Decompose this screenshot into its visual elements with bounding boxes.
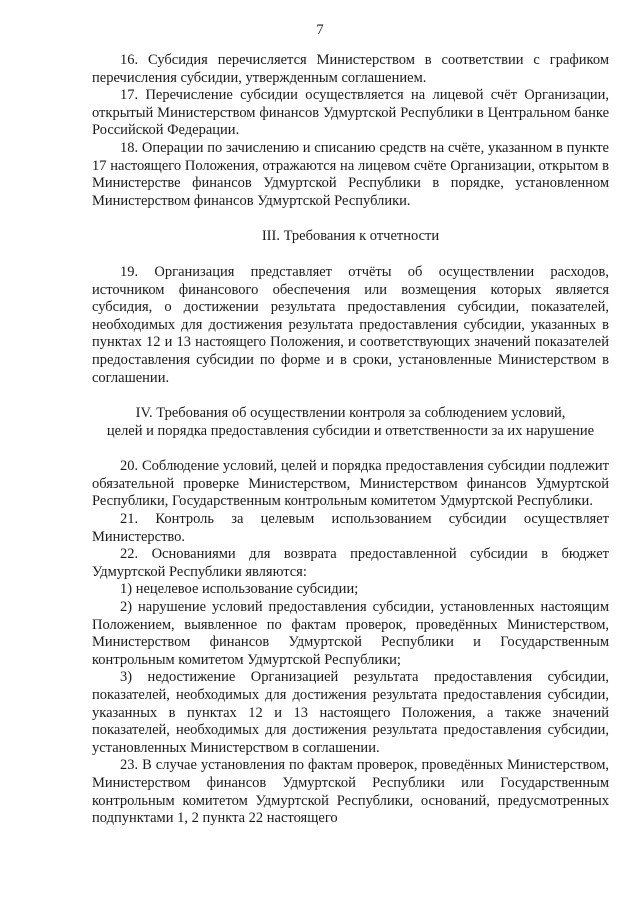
paragraph-18: 18. Операции по зачислению и списанию средств на счёте, указанном в пункте 17 настоящего Положения, отражаются на лицевом счёте Организации, открытом в Министерстве финансов Удмуртской Республики в порядке, установленном Министерством финансов Удмуртской Республики.	[92, 139, 609, 209]
section-3-heading: III. Требования к отчетности	[261, 228, 440, 245]
paragraph-22-item-3: 3) недостижение Организацией результата предоставления субсидии, показателей, необходимых для достижения результата предоставления субсидии, указанных в пунктах 12 и 13 настоящего Положения, а также значений показателей, необходимых для достижения результата предоставления субсидии, установленных Министерством в соглашении.	[92, 669, 609, 756]
paragraph-22-item-1: 1) нецелевое использование субсидии;	[120, 581, 359, 598]
paragraph-23: 23. В случае установления по фактам проверок, проведённых Министерством, Министерством финансов Удмуртской Республики или Государственным контрольным комитетом Удмуртской Республики, оснований, предусмотренных подпунктами 1, 2 пункта 22 настоящего	[92, 757, 609, 827]
document-body	[92, 52, 609, 828]
spacer	[92, 440, 609, 458]
section-4-heading-line-1: IV. Требования об осуществлении контроля за соблюдением условий,	[135, 405, 566, 422]
page-number: 7	[316, 22, 324, 38]
paragraph-19: 19. Организация представляет отчёты об осуществлении расходов, источником финансового обеспечения или возмещения которых является субсидия, о достижении результата предоставления субсидии, показателей, необходимых для достижения результата предоставления субсидии, указанных в пунктах 12 и 13 настоящего Положения, и соответствующих значений показателей предоставления субсидии по форме и в сроки, установленные Министерством в соглашении.	[92, 263, 609, 386]
paragraph-22: 22. Основаниями для возврата предоставленной субсидии в бюджет Удмуртской Республики являются:	[92, 546, 609, 580]
paragraph-21: 21. Контроль за целевым использованием субсидии осуществляет Министерство.	[92, 511, 609, 545]
paragraph-20: 20. Соблюдение условий, целей и порядка предоставления субсидии подлежит обязательной проверке Министерством, Министерством финансов Удмуртской Республики, Государственным контрольным комитетом Удмуртской Республики.	[92, 458, 609, 510]
spacer	[92, 210, 609, 228]
spacer	[92, 246, 609, 264]
spacer	[92, 387, 609, 405]
section-4-heading-line-2: целей и порядка предоставления субсидии и ответственности за их нарушение	[106, 422, 595, 439]
paragraph-17: 17. Перечисление субсидии осуществляется на лицевой счёт Организации, открытый Министерством финансов Удмуртской Республики в Центральном банке Российской Федерации.	[92, 87, 609, 139]
paragraph-16: 16. Субсидия перечисляется Министерством в соответствии с графиком перечисления субсидии, утвержденным соглашением.	[92, 52, 609, 86]
paragraph-22-item-2: 2) нарушение условий предоставления субсидии, установленных настоящим Положением, выявленное по фактам проверок, проведённых Министерством, Министерством финансов Удмуртской Республики и Государственным контрольным комитетом Удмуртской Республики;	[92, 599, 609, 668]
